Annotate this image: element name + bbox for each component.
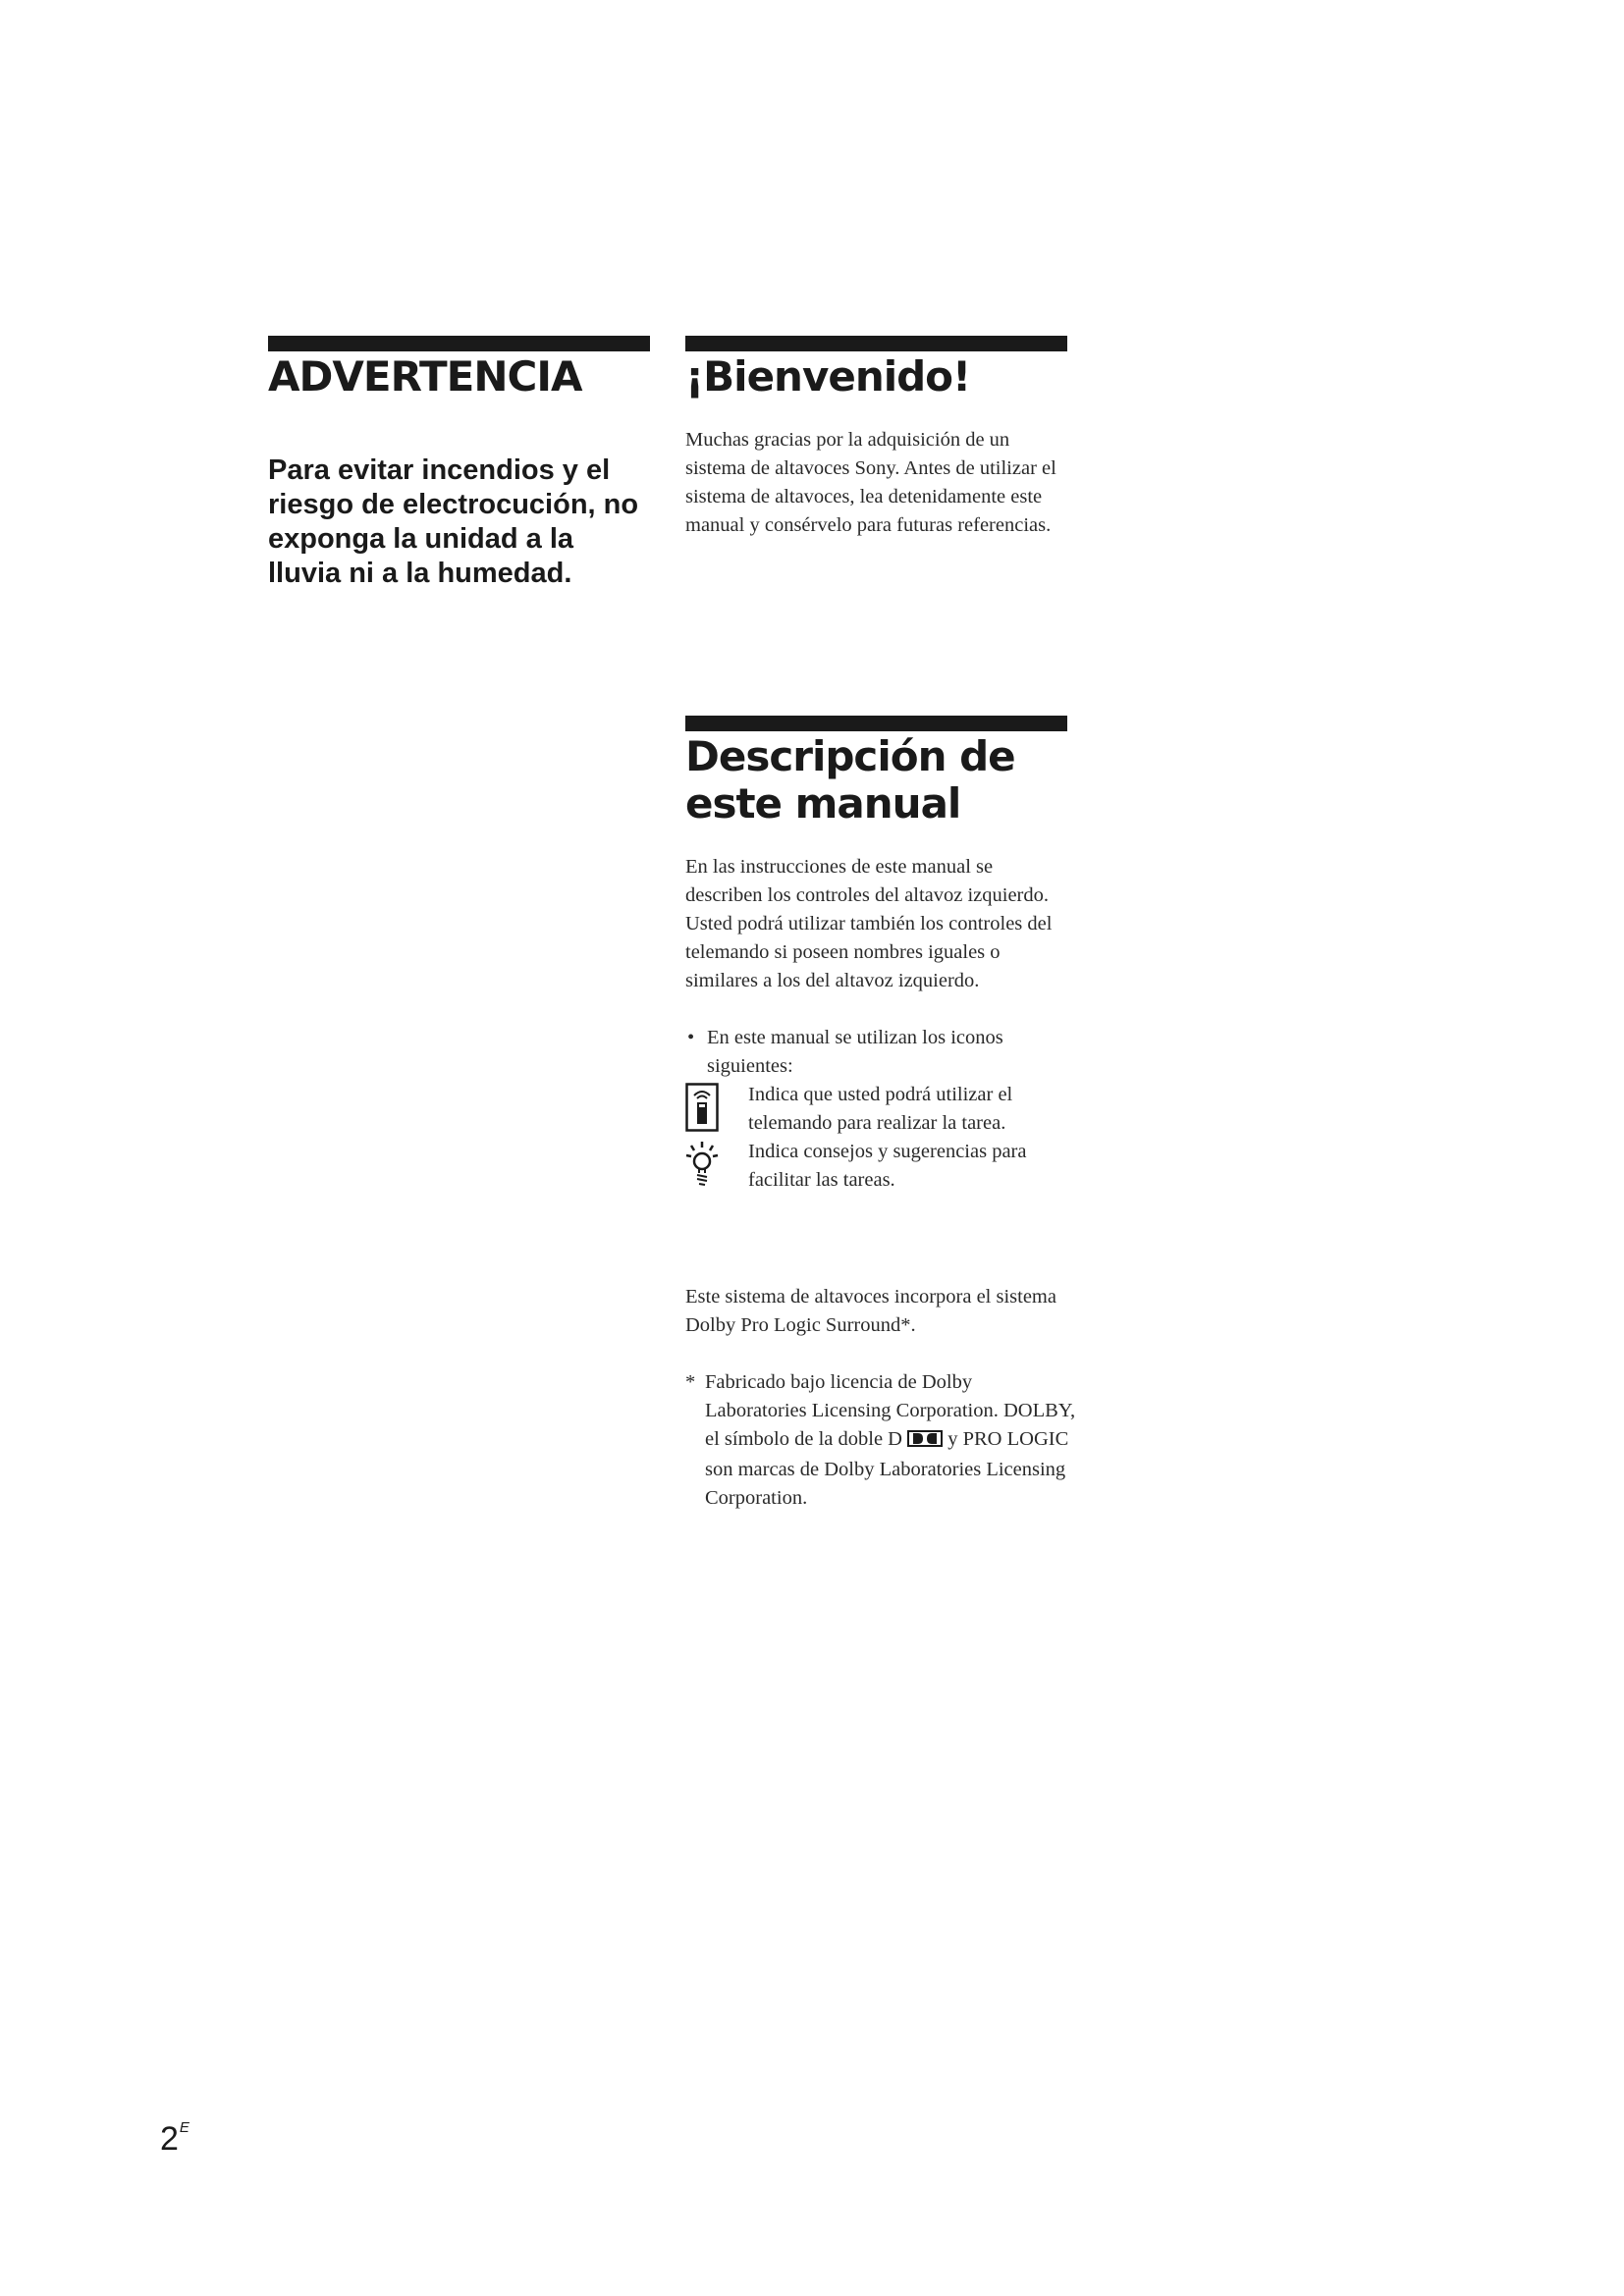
description-title: Descripción de este manual xyxy=(685,732,1015,828)
description-intro: En las instrucciones de este manual se describen los controles del altavoz izquierdo. Usted podrá utilizar también los controles del telemando si poseen nombres iguales o similares a los del altavoz izquierdo. xyxy=(685,856,1053,991)
remote-control-description: Indica que usted podrá utilizar el telemando para realizar la tarea. xyxy=(748,1084,1013,1134)
description-title-rule xyxy=(685,716,1067,731)
page-number xyxy=(160,2109,189,2159)
welcome-title: ¡Bienvenido! xyxy=(685,352,971,400)
footnote-text-start: Fabricado bajo licencia de Dolby Laboratories Licensing Corporation. DOLBY, el símbolo de la doble D xyxy=(705,1371,1076,1450)
icon-legend-remote xyxy=(685,1081,1068,1138)
page-number-suffix: E xyxy=(179,2119,189,2136)
footnote xyxy=(685,1368,1078,1513)
remote-control-icon xyxy=(685,1083,719,1132)
lightbulb-icon xyxy=(685,1140,719,1189)
tip-description: Indica consejos y sugerencias para facilitar las tareas. xyxy=(748,1141,1027,1191)
bullet-mark: • xyxy=(687,1027,695,1048)
footnote-text-end: y PRO LOGIC son marcas de Dolby Laboratories Licensing Corporation. xyxy=(705,1428,1069,1509)
warning-text: Para evitar incendios y el riesgo de electrocución, no exponga la unidad a la lluvia ni a la humedad. xyxy=(268,454,639,589)
icon-legend-tip xyxy=(685,1138,1068,1195)
page-number-value: 2 xyxy=(160,2120,179,2158)
warning-title: ADVERTENCIA xyxy=(268,352,582,400)
double-d-symbol-icon xyxy=(907,1427,943,1456)
warning-title-rule xyxy=(268,336,650,351)
dolby-text: Este sistema de altavoces incorpora el sistema Dolby Pro Logic Surround*. xyxy=(685,1286,1056,1336)
bullet-text: En este manual se utilizan los iconos siguientes: xyxy=(707,1027,1003,1077)
welcome-text: Muchas gracias por la adquisición de un sistema de altavoces Sony. Antes de utilizar el sistema de altavoces, lea detenidamente este manual y consérvelo para futuras referencias. xyxy=(685,429,1056,536)
footnote-mark: * xyxy=(685,1371,696,1393)
welcome-title-rule xyxy=(685,336,1067,351)
